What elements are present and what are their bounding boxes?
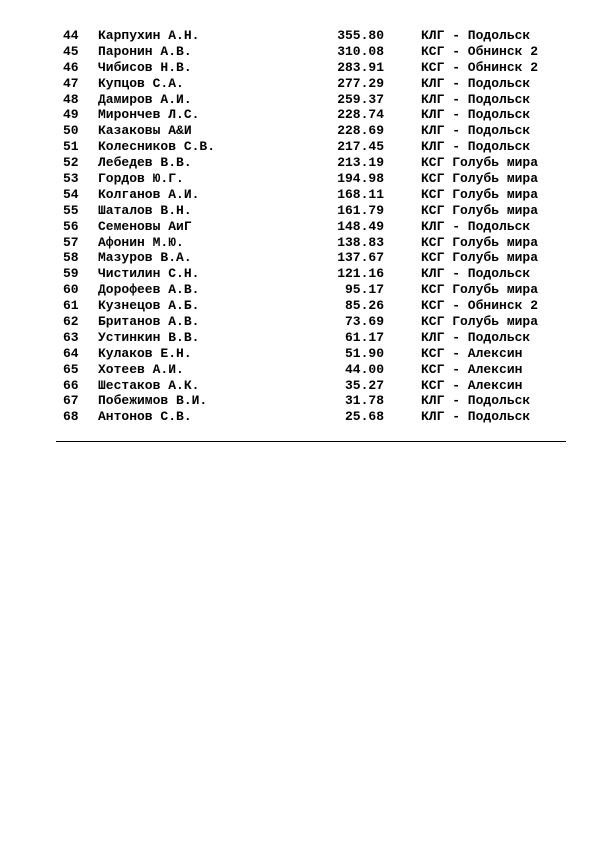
table-bottom-rule (56, 441, 566, 442)
rank: 54 (63, 186, 79, 202)
rank: 63 (63, 329, 79, 345)
score: 137.67 (337, 250, 384, 266)
score: 95.17 (344, 282, 384, 298)
score: 283.91 (337, 59, 384, 75)
score: 44.00 (344, 361, 384, 377)
score: 25.68 (344, 409, 384, 425)
participant-name: Устинкин В.В. (98, 329, 200, 345)
club: КСГ Голубь мира (421, 202, 539, 218)
participant-name: Лебедев В.В. (98, 155, 192, 171)
rank: 51 (63, 139, 79, 155)
participant-name: Гордов Ю.Г. (98, 171, 184, 187)
club: КЛГ - Подольск (421, 409, 531, 425)
participant-name: Чибисов Н.В. (98, 59, 192, 75)
participant-name: Кузнецов А.Б. (98, 298, 200, 314)
participant-name: Шестаков А.К. (98, 377, 200, 393)
participant-name: Дорофеев А.В. (98, 282, 200, 298)
participant-name: Купцов С.А. (98, 75, 184, 91)
table-row (0, 44, 600, 60)
score: 277.29 (337, 75, 384, 91)
table-row (0, 139, 600, 155)
club: КЛГ - Подольск (421, 107, 531, 123)
rank: 45 (63, 43, 79, 59)
score: 355.80 (337, 28, 384, 43)
club: КСГ Голубь мира (421, 282, 539, 298)
table-row (0, 282, 600, 298)
rank: 58 (63, 250, 79, 266)
rank: 62 (63, 314, 79, 330)
table-row (0, 76, 600, 92)
club: КЛГ - Подольск (421, 75, 531, 91)
rank: 52 (63, 155, 79, 171)
rank: 44 (63, 28, 79, 43)
club: КЛГ - Подольск (421, 266, 531, 282)
participant-name: Паронин А.В. (98, 43, 192, 59)
table-row (0, 346, 600, 362)
participant-name: Колесников С.В. (98, 139, 216, 155)
rank: 48 (63, 91, 79, 107)
club: КЛГ - Подольск (421, 28, 531, 43)
table-row (0, 187, 600, 203)
table-row (0, 378, 600, 394)
score: 61.17 (344, 329, 384, 345)
table-row (0, 362, 600, 378)
score: 213.19 (337, 155, 384, 171)
participant-name: Шаталов В.Н. (98, 202, 192, 218)
club: КЛГ - Подольск (421, 329, 531, 345)
participant-name: Карпухин А.Н. (98, 28, 200, 43)
club: КСГ Голубь мира (421, 314, 539, 330)
rank: 56 (63, 218, 79, 234)
club: КСГ Голубь мира (421, 171, 539, 187)
table-row (0, 298, 600, 314)
score: 161.79 (337, 202, 384, 218)
rank: 47 (63, 75, 79, 91)
score: 148.49 (337, 218, 384, 234)
table-row (0, 107, 600, 123)
club: КСГ Голубь мира (421, 186, 539, 202)
participant-name: Кулаков Е.Н. (98, 345, 192, 361)
club: КСГ - Алексин (421, 361, 523, 377)
club: КЛГ - Подольск (421, 393, 531, 409)
club: КЛГ - Подольск (421, 123, 531, 139)
rank: 59 (63, 266, 79, 282)
club: КЛГ - Подольск (421, 91, 531, 107)
club: КСГ Голубь мира (421, 250, 539, 266)
participant-name: Антонов С.В. (98, 409, 192, 425)
club: КСГ Голубь мира (421, 234, 539, 250)
club: КЛГ - Подольск (421, 139, 531, 155)
participant-name: Казаковы А&И (98, 123, 192, 139)
rank: 61 (63, 298, 79, 314)
club: КСГ Голубь мира (421, 155, 539, 171)
table-row (0, 203, 600, 219)
rank: 65 (63, 361, 79, 377)
club: КСГ - Алексин (421, 377, 523, 393)
rank: 66 (63, 377, 79, 393)
participant-name: Хотеев А.И. (98, 361, 184, 377)
score: 194.98 (337, 171, 384, 187)
score: 228.69 (337, 123, 384, 139)
score: 217.45 (337, 139, 384, 155)
rank: 49 (63, 107, 79, 123)
table-row (0, 266, 600, 282)
rank: 50 (63, 123, 79, 139)
rank: 57 (63, 234, 79, 250)
table-row (0, 60, 600, 76)
score: 121.16 (337, 266, 384, 282)
score: 73.69 (344, 314, 384, 330)
participant-name: Мазуров В.А. (98, 250, 192, 266)
participant-name: Мирончев Л.С. (98, 107, 200, 123)
club: КСГ - Алексин (421, 345, 523, 361)
rank: 46 (63, 59, 79, 75)
rank: 64 (63, 345, 79, 361)
table-row (0, 171, 600, 187)
score: 85.26 (344, 298, 384, 314)
participant-name: Семеновы АиГ (98, 218, 192, 234)
rank: 60 (63, 282, 79, 298)
table-row (0, 235, 600, 251)
results-table (0, 28, 600, 425)
table-row (0, 409, 600, 425)
club: КЛГ - Подольск (421, 218, 531, 234)
table-row (0, 330, 600, 346)
score: 51.90 (344, 345, 384, 361)
club: КСГ - Обнинск 2 (421, 298, 539, 314)
rank: 53 (63, 171, 79, 187)
score: 35.27 (344, 377, 384, 393)
table-row (0, 155, 600, 171)
score: 31.78 (344, 393, 384, 409)
participant-name: Дамиров А.И. (98, 91, 192, 107)
table-row (0, 123, 600, 139)
table-row (0, 92, 600, 108)
table-row (0, 393, 600, 409)
table-row (0, 314, 600, 330)
table-row (0, 28, 600, 44)
participant-name: Побежимов В.И. (98, 393, 208, 409)
table-row (0, 250, 600, 266)
score: 168.11 (337, 186, 384, 202)
score: 138.83 (337, 234, 384, 250)
rank: 68 (63, 409, 79, 425)
club: КСГ - Обнинск 2 (421, 43, 539, 59)
rank: 67 (63, 393, 79, 409)
score: 259.37 (337, 91, 384, 107)
participant-name: Колганов А.И. (98, 186, 200, 202)
table-row (0, 219, 600, 235)
rank: 55 (63, 202, 79, 218)
participant-name: Афонин М.Ю. (98, 234, 184, 250)
participant-name: Чистилин С.Н. (98, 266, 200, 282)
participant-name: Британов А.В. (98, 314, 200, 330)
score: 310.08 (337, 43, 384, 59)
club: КСГ - Обнинск 2 (421, 59, 539, 75)
score: 228.74 (337, 107, 384, 123)
